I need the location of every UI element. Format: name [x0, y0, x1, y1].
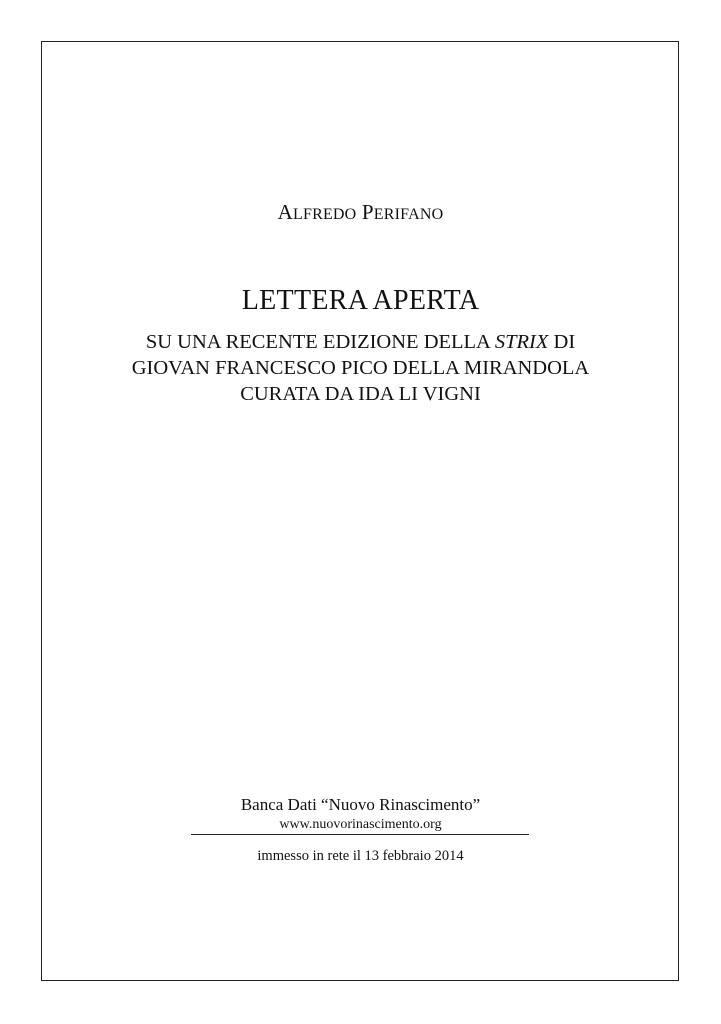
author-first-initial: A [277, 200, 294, 224]
document-title: LETTERA APERTA [241, 285, 480, 316]
subtitle-line-3: CURATA DA IDA LI VIGNI [240, 383, 481, 405]
author-first-rest: LFREDO [293, 206, 357, 223]
footer-url: www.nuovorinascimento.org [279, 817, 442, 832]
footer-source: Banca Dati “Nuovo Rinascimento” [240, 795, 481, 814]
author-last-initial: P [361, 200, 374, 224]
subtitle-work-title: STRIX [494, 331, 549, 353]
author-last-rest: ERIFANO [373, 206, 444, 223]
footer-date: immesso in rete il 13 febbraio 2014 [257, 848, 464, 864]
subtitle-line-2: GIOVAN FRANCESCO PICO DELLA MIRANDOLA [131, 357, 590, 379]
footer-divider [191, 834, 529, 835]
subtitle-line-1-suffix: DI [553, 331, 576, 353]
page-border [41, 41, 679, 981]
subtitle-line-1-prefix: SU UNA RECENTE EDIZIONE DELLA [145, 331, 490, 353]
subtitle-line-1 [0, 329, 721, 355]
author-name [0, 200, 721, 225]
